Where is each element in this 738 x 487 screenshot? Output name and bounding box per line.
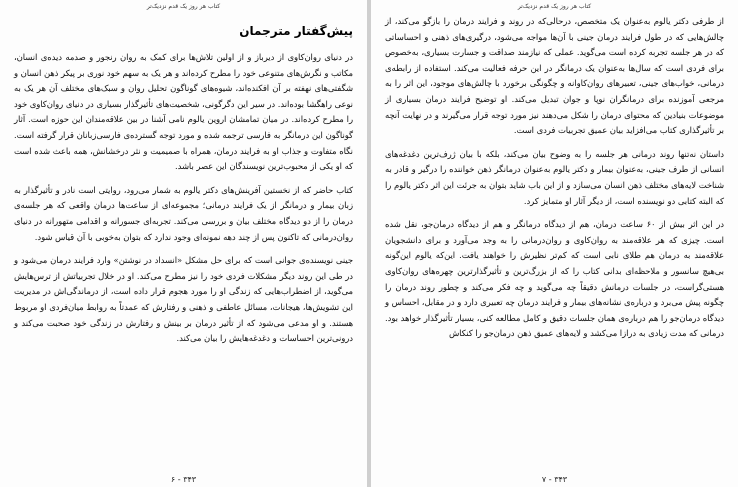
section-title: پیش‌گفتار مترجمان — [239, 24, 353, 38]
page-number: ۳۴۳ - ۷ — [541, 475, 568, 484]
right-page — [371, 0, 738, 487]
paragraph: در دنیای روان‌کاوی از دیرباز و از اولین تلاش‌ها برای کمک به روان رنجور و صدمه دیده‌ی انسان، مکاتب و نگرش‌های متنوعی خود را مطرح کرده‌اند و هر یک به سهم خود نوری بر پیکر ذهن انسان و شگفتی‌های نهفته بر آن افکنده‌اند، شیوه‌های گوناگون تحلیل روان و سبک‌های مختلف آن هر یک به نوعی راهگشا بوده‌اند. در سیر این دگرگونی، شخصیت‌های تأثیرگذار بسیاری در دنیای روان‌کاوی خود را مطرح کرده‌اند. در میان تمامشان اروین یالوم نامی آشنا در بین علاقه‌مندان این حوزه است. آثار گوناگون این درمانگر به فارسی ترجمه شده و مورد توجه گسترده‌ی فارسی‌زبانان قرار گرفته است. نگاه متفاوت و جذاب او به فرایند درمان، همراه با صمیمیت و نثر درخشانش، همه باعث شده است که او یکی از محبوب‌ترین نویسندگان این عصر باشد. — [14, 52, 353, 172]
left-page — [0, 0, 367, 487]
paragraph: کتاب حاضر که از نخستین آفرینش‌های دکتر یالوم به شمار می‌رود، روایتی است نادر و تأثیرگذار به زبان بیمار و درمانگر از یک فرایند درمانی؛ مجموعه‌ای از ساعت‌ها درمان واقعی که هر جلسه‌ی درمان را از دو دیدگاه مختلف بیان و بررسی می‌کند. تجربه‌ای جسورانه و اقدامی متهورانه در دنیای روان‌درمانی که تاکنون پس از چند دهه نمونه‌ای وجود ندارد که بتوان به‌خوبی با آن قیاس شود. — [14, 184, 353, 242]
paragraph: جینی نویسنده‌ی جوانی است که برای حل مشکل «انسداد در نوشتن» وارد فرایند درمان می‌شود و در طی این روند دیگر مشکلات فردی خود را نیز مطرح می‌کند. او در خلال تجربیاتش از ترس‌هایش می‌گوید، از اضطراب‌هایی که زندگی او را مورد هجوم قرار داده است، از درماندگی‌اش در مدیریت این تشویش‌ها، هیجانات، مسائل عاطفی و ذهنی و رفتارش که عمدتاً به روابط میان‌فردی او مربوط هستند. و او مدعی می‌شود که از تأثیر درمان بر بینش و رفتارش در زندگی خود صحبت می‌کند و درونی‌ترین احساسات و دغدغه‌هایش را بیان می‌کند. — [14, 255, 353, 344]
right-page-body — [385, 14, 724, 350]
left-page-body — [14, 24, 353, 355]
running-header: کتاب هر روز یک قدم نزدیک‌تر — [517, 3, 592, 10]
running-header: کتاب هر روز یک قدم نزدیک‌تر — [146, 3, 221, 10]
paragraph: در این اثر بیش از ۶۰ ساعت درمان، هم از دیدگاه درمانگر و هم از دیدگاه درمان‌جو، نقل شده است. چیزی که هر علاقه‌مند به روان‌کاوی و روان‌درمانی را به وجد می‌آورد و برای دانشجویان علاقه‌مند به درمان هم طلای نابی است که کم‌تر نظیرش را خواهند یافت. این‌که یالوم این‌گونه بی‌هیچ سانسور و ملاحظه‌ای بدانی کتاب را که از بزرگ‌ترین و تأثیرگذارترین چهره‌های روان‌کاوی هستی‌گراست، در جلسات درمانش دقیقاً چه می‌گوید و چه فکر می‌کند و چطور روند درمان را چگونه پیش می‌برد و درباره‌ی نشانه‌های بیمار و فرایند درمان چه تعبیری دارد و در مقابل، احساس و دیدگاه درمان‌جو را هم درباره‌ی همان جلسات دقیق و کامل مطالعه کنی، بسیار تأثیرگذار خواهد بود. درمانی که مدت زیادی به درازا می‌کشد و لایه‌های عمیق ذهن درمان‌جو را کنکاش — [385, 219, 724, 339]
paragraph: از طرفی دکتر یالوم به‌عنوان یک متخصص، درحالی‌که در روند و فرایند درمان را بازگو می‌کند، از چالش‌هایی که در طول فرایند درمان جینی با آن‌ها مواجه می‌شود، درگیری‌های ذهنی و احساساتی که در هر جلسه تجربه کرده است می‌گوید. عملی که نیازمند صداقت و جسارت بسیاری، به‌خصوص برای فردی است که سال‌ها به‌عنوان یک درمانگر در این حرفه فعالیت می‌کند. استفاده از رابطه‌ی درمانی، خواب‌های جینی، تعبیرهای روان‌کاوانه و چگونگی برخورد با چالش‌های موجود، این اثر را به مرجعی آموزنده برای درمانگران نوپا و جوان تبدیل می‌کند. او توضیح فرایند درمان بسیاری از موضوعات بنیادین که محتوای درمان را شکل می‌دهند نیز مورد توجه قرار می‌گیرند و در نهایت آنچه بر تأثیرگذاری کتاب می‌افزاید بیان عمیق تجربیات فردی است. — [385, 16, 724, 136]
paragraph: داستان نه‌تنها روند درمانی هر جلسه را به وضوح بیان می‌کند، بلکه با بیان ژرف‌ترین دغدغه‌های انسانی از طرف جینی، به‌عنوان بیمار و دکتر یالوم به‌عنوان درمانگر ذهن خواننده را درگیر و قادر به شناخت لایه‌های مختلف ذهن انسان می‌سازد و از این باب شاید بتوان به جرئت این اثر دکتر یالوم را که البته کتابی دو نویسنده است، از دیگر آثار او متمایز کرد. — [385, 148, 724, 206]
page-number: ۳۴۳ - ۶ — [170, 475, 197, 484]
